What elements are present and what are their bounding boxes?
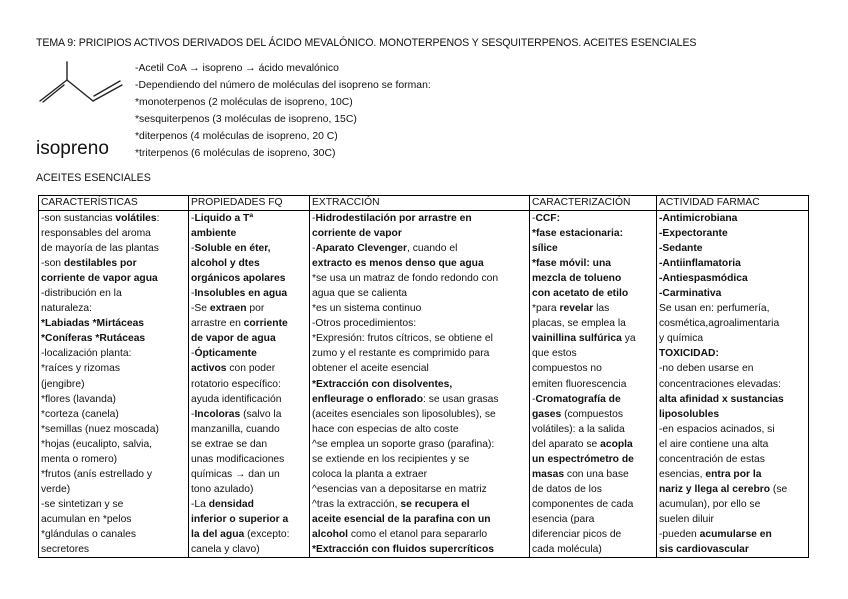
- cell-line: de datos de los: [532, 483, 602, 495]
- cell-line: diferenciar picos de: [532, 528, 622, 540]
- cell-line: se extrae se dan: [191, 438, 268, 450]
- intro-line: -Dependiendo del número de moléculas del isopreno se forman:: [135, 80, 431, 92]
- cell-line: esencia (para: [532, 513, 595, 525]
- cell-line: coloca la planta a extraer: [312, 468, 428, 480]
- cell-line: acumulan), por ello se: [659, 498, 761, 510]
- cell-line: agua que se calienta: [312, 288, 408, 300]
- cell-line: se extiende en los recipientes y se: [312, 453, 470, 465]
- cell-line: *raíces y rizomas: [41, 363, 120, 375]
- cell-line: de vapor de agua: [191, 333, 276, 345]
- cell-line: menta o romero): [41, 453, 118, 465]
- cell-line: -Se extraen por: [191, 303, 265, 315]
- cell-line: -La densidad: [191, 498, 254, 510]
- cell-line: *frutos (anís estrellado y: [41, 468, 153, 480]
- cell-line: canela y clavo): [191, 544, 260, 556]
- cell-line: hace con especias de alto coste: [312, 423, 459, 435]
- cell-line: que estos: [532, 348, 577, 360]
- cell-line: corriente de vapor: [312, 228, 402, 240]
- cell-line: Se usan en: perfumería,: [659, 303, 770, 315]
- cell-line: liposolubles: [659, 408, 720, 420]
- cell-line: ^tras la extracción, se recupera el: [312, 498, 470, 510]
- cell-line: sis cardiovascular: [659, 544, 749, 556]
- essential-oils-table: [38, 195, 809, 558]
- cell-line: suelen diluir: [659, 513, 714, 525]
- cell-line: manzanilla, cuando: [191, 423, 280, 435]
- cell-line: un espectrómetro de: [532, 453, 634, 465]
- cell-line: -Insolubles en agua: [191, 288, 288, 300]
- cell-line: *Extracción con disolventes,: [312, 378, 453, 390]
- cell-line: rotatorio específico:: [191, 378, 281, 390]
- cell-line: *Labiadas *Mirtáceas: [41, 318, 145, 330]
- table-header-row: [39, 196, 809, 211]
- cell-line: -Antiinflamatoria: [659, 258, 741, 270]
- cell-line: ^se emplea un soporte graso (parafina):: [312, 438, 495, 450]
- cell-extraccion: [310, 211, 530, 558]
- cell-line: gases (compuestos: [532, 408, 624, 420]
- cell-line: del aparato se acopla: [532, 438, 633, 450]
- cell-line: *Expresión: frutos cítricos, se obtiene el: [312, 333, 493, 345]
- cell-line: TOXICIDAD:: [659, 348, 719, 360]
- cell-line: sílice: [532, 243, 558, 255]
- cell-line: extracto es menos denso que agua: [312, 258, 484, 270]
- intro-line: -Acetil CoA → isopreno → ácido mevalónico: [135, 63, 339, 74]
- cell-line: unas modificaciones: [191, 453, 285, 465]
- section-title: ACEITES ESENCIALES: [36, 172, 151, 184]
- cell-line: -Cromatografía de: [532, 393, 621, 405]
- cell-line: *es un sistema continuo: [312, 303, 422, 315]
- cell-line: -son destilables por: [41, 258, 137, 270]
- intro-line: *monoterpenos (2 moléculas de isopreno, 10C): [135, 97, 353, 109]
- bond-c3-c4: [93, 85, 122, 101]
- cell-line: -Soluble en éter,: [191, 243, 271, 255]
- cell-propiedades: [189, 211, 310, 558]
- cell-line: *Extracción con fluidos supercríticos: [312, 544, 494, 556]
- cell-line: inferior o superior a: [191, 513, 289, 525]
- document-title: TEMA 9: PRICIPIOS ACTIVOS DERIVADOS DEL ÁCIDO MEVALÓNICO. MONOTERPENOS Y SESQUITERPENOS. ACEITES ESENCIALES: [36, 37, 697, 49]
- cell-line: alta afinidad x sustancias: [659, 393, 784, 405]
- cell-line: la del agua (excepto:: [191, 528, 290, 540]
- cell-line: *Coníferas *Rutáceas: [41, 333, 146, 345]
- cell-line: ambiente: [191, 228, 237, 240]
- cell-line: el aire contiene una alta: [659, 438, 769, 450]
- cell-line: (jengibre): [41, 378, 85, 390]
- intro-list: [135, 60, 431, 163]
- cell-line: verde): [41, 483, 71, 495]
- cell-line: -son sustancias volátiles:: [41, 213, 160, 224]
- cell-line: -Carminativa: [659, 288, 722, 300]
- cell-line: emiten fluorescencia: [532, 378, 627, 390]
- cell-line: de mayoría de las plantas: [41, 243, 159, 255]
- cell-line: -no deben usarse en: [659, 363, 754, 375]
- cell-line: cada molécula): [532, 544, 602, 556]
- cell-line: masas con una base: [532, 468, 629, 480]
- cell-line: *hojas (eucalipto, salvia,: [41, 438, 153, 450]
- cell-line: ^esencias van a depositarse en matriz: [312, 483, 487, 495]
- cell-line: arrastre en corriente: [191, 318, 288, 330]
- cell-actividad: [657, 211, 809, 558]
- cell-line: *glándulas o canales: [41, 528, 137, 540]
- bond-c2-c3: [67, 80, 93, 101]
- column-header: PROPIEDADES FQ: [189, 196, 310, 211]
- cell-line: (aceites esenciales son liposolubles), se: [312, 408, 496, 420]
- column-header: CARACTERIZACIÓN: [530, 196, 657, 211]
- cell-line: aceite esencial de la parafina con un: [312, 513, 491, 525]
- column-header: ACTIVIDAD FARMAC: [657, 196, 809, 211]
- cell-line: -Antimicrobiana: [659, 213, 738, 224]
- cell-line: -en espacios acinados, si: [659, 423, 775, 435]
- cell-line: ayuda identificación: [191, 393, 282, 405]
- cell-line: cosmética,agroalimentaria: [659, 318, 780, 330]
- cell-line: -Liquido a Tª: [191, 213, 254, 224]
- cell-line: *corteza (canela): [41, 408, 119, 420]
- cell-line: volátiles): a la salida: [532, 423, 625, 435]
- cell-line: vainillina sulfúrica ya: [532, 333, 636, 345]
- column-header: CARACTERÍSTICAS: [39, 196, 189, 211]
- cell-line: -localización planta:: [41, 348, 132, 360]
- column-header: EXTRACCIÓN: [310, 196, 530, 211]
- cell-line: orgánicos apolares: [191, 273, 286, 285]
- cell-line: y química: [659, 333, 704, 345]
- cell-line: responsables del aroma: [41, 228, 151, 240]
- cell-line: -Otros procedimientos:: [312, 318, 417, 330]
- isoprene-structure-diagram: [36, 58, 131, 113]
- cell-line: corriente de vapor agua: [41, 273, 158, 285]
- cell-line: esencias, entra por la: [659, 468, 762, 480]
- cell-line: tono azulado): [191, 483, 254, 495]
- cell-line: -CCF:: [532, 213, 561, 224]
- cell-line: *semillas (nuez moscada): [41, 423, 159, 435]
- cell-line: -Sedante: [659, 243, 703, 255]
- cell-caracterizacion: [530, 211, 657, 558]
- cell-line: enfleurage o enflorado: se usan grasas: [312, 393, 499, 405]
- cell-line: *fase móvil: una: [532, 258, 611, 270]
- molecule-label: isopreno: [36, 138, 109, 159]
- cell-line: -Incoloras (salvo la: [191, 408, 282, 420]
- cell-line: *flores (lavanda): [41, 393, 116, 405]
- cell-line: componentes de cada: [532, 498, 634, 510]
- cell-line: mezcla de tolueno: [532, 273, 622, 285]
- cell-line: placas, se emplea la: [532, 318, 626, 330]
- cell-line: -se sintetizan y se: [41, 498, 124, 510]
- cell-line: zumo y el restante es comprimido para: [312, 348, 490, 360]
- bond-c2-c1: [40, 80, 67, 101]
- cell-line: *para revelar las: [532, 303, 610, 315]
- cell-line: -Aparato Clevenger, cuando el: [312, 243, 458, 255]
- cell-line: -Ópticamente: [191, 348, 257, 360]
- cell-line: alcohol y dtes: [191, 258, 260, 270]
- cell-line: -Hidrodestilación por arrastre en: [312, 213, 472, 224]
- intro-line: *sesquiterpenos (3 moléculas de isopreno, 15C): [135, 114, 357, 126]
- cell-line: químicas → dan un: [191, 468, 280, 480]
- cell-line: obtener el aceite esencial: [312, 363, 429, 375]
- cell-line: -Antiespasmódica: [659, 273, 748, 285]
- cell-line: -distribución en la: [41, 288, 122, 300]
- cell-caracteristicas: [39, 211, 189, 558]
- cell-line: con acetato de etilo: [532, 288, 629, 300]
- cell-line: secretores: [41, 544, 90, 556]
- cell-line: concentración de estas: [659, 453, 765, 465]
- cell-line: alcohol como el etanol para separarlo: [312, 528, 488, 540]
- cell-line: concentraciones elevadas:: [659, 378, 781, 390]
- cell-line: nariz y llega al cerebro (se: [659, 483, 788, 495]
- cell-line: naturaleza:: [41, 303, 92, 315]
- bond-c2-c1-double: [43, 85, 64, 102]
- intro-line: *triterpenos (6 moléculas de isopreno, 30C): [135, 148, 336, 160]
- cell-line: compuestos no: [532, 363, 602, 375]
- cell-line: *se usa un matraz de fondo redondo con: [312, 273, 499, 285]
- table-row: [39, 211, 809, 558]
- cell-line: -Expectorante: [659, 228, 728, 240]
- intro-line: *diterpenos (4 moléculas de isopreno, 20 C): [135, 131, 338, 143]
- cell-line: acumulan en *pelos: [41, 513, 132, 525]
- cell-line: -pueden acumularse en: [659, 528, 772, 540]
- cell-line: *fase estacionaria:: [532, 228, 624, 240]
- cell-line: activos con poder: [191, 363, 276, 375]
